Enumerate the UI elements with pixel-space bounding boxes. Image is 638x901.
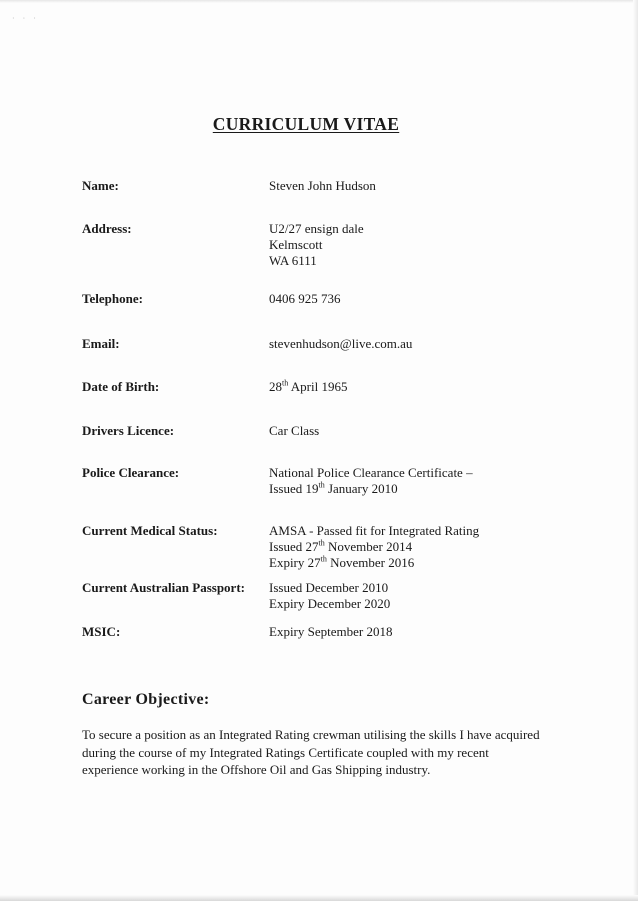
passport-label: Current Australian Passport:	[82, 580, 245, 595]
email-text: stevenhudson@live.com.au	[269, 336, 413, 351]
dob-label: Date of Birth:	[82, 379, 160, 394]
address-line: WA 6111	[269, 253, 317, 268]
name-value	[269, 178, 549, 194]
dob-value	[269, 379, 549, 395]
msic-label: MSIC:	[82, 624, 121, 639]
police-line: National Police Clearance Certificate –	[269, 465, 473, 480]
document-title: CURRICULUM VITAE	[212, 114, 400, 134]
address-line: Kelmscott	[269, 237, 323, 252]
passport-value	[269, 580, 549, 612]
email-value	[269, 336, 549, 352]
address-value	[269, 221, 549, 269]
medical-line: Issued 27th November 2014	[269, 538, 413, 554]
telephone-text: 0406 925 736	[269, 291, 341, 306]
police-label: Police Clearance:	[82, 465, 180, 480]
medical-line: Expiry 27th November 2016	[269, 554, 415, 570]
scan-edge-right	[633, 0, 638, 901]
medical-value	[269, 523, 549, 571]
medical-line: AMSA - Passed fit for Integrated Rating	[269, 523, 480, 538]
msic-value	[269, 624, 549, 640]
scan-edge-top	[0, 0, 638, 3]
career-objective-text: To secure a position as an Integrated Rating crewman utilising the skills I have acquired during the course of my Integrated Ratings Certificate coupled with my recent experience working in the Offshore Oil and Gas Shipping industry.	[82, 727, 540, 777]
telephone-label: Telephone:	[82, 291, 143, 306]
email-label: Email:	[82, 336, 120, 351]
licence-text: Car Class	[269, 423, 320, 438]
medical-label: Current Medical Status:	[82, 523, 218, 538]
address-line: U2/27 ensign dale	[269, 221, 364, 236]
passport-line: Issued December 2010	[269, 580, 389, 595]
address-label: Address:	[82, 221, 132, 236]
passport-line: Expiry December 2020	[269, 596, 391, 611]
name-text: Steven John Hudson	[269, 178, 376, 193]
scan-edge-bottom	[0, 895, 638, 901]
police-line: Issued 19th January 2010	[269, 480, 398, 496]
licence-label: Drivers Licence:	[82, 423, 175, 438]
telephone-value	[269, 291, 549, 307]
msic-text: Expiry September 2018	[269, 624, 393, 639]
career-objective-heading: Career Objective:	[82, 691, 210, 708]
police-value	[269, 465, 549, 497]
name-label: Name:	[82, 178, 119, 193]
licence-value	[269, 423, 549, 439]
dob-text: 28th April 1965	[269, 378, 348, 394]
scan-speck: · ‧ ·	[12, 14, 39, 23]
